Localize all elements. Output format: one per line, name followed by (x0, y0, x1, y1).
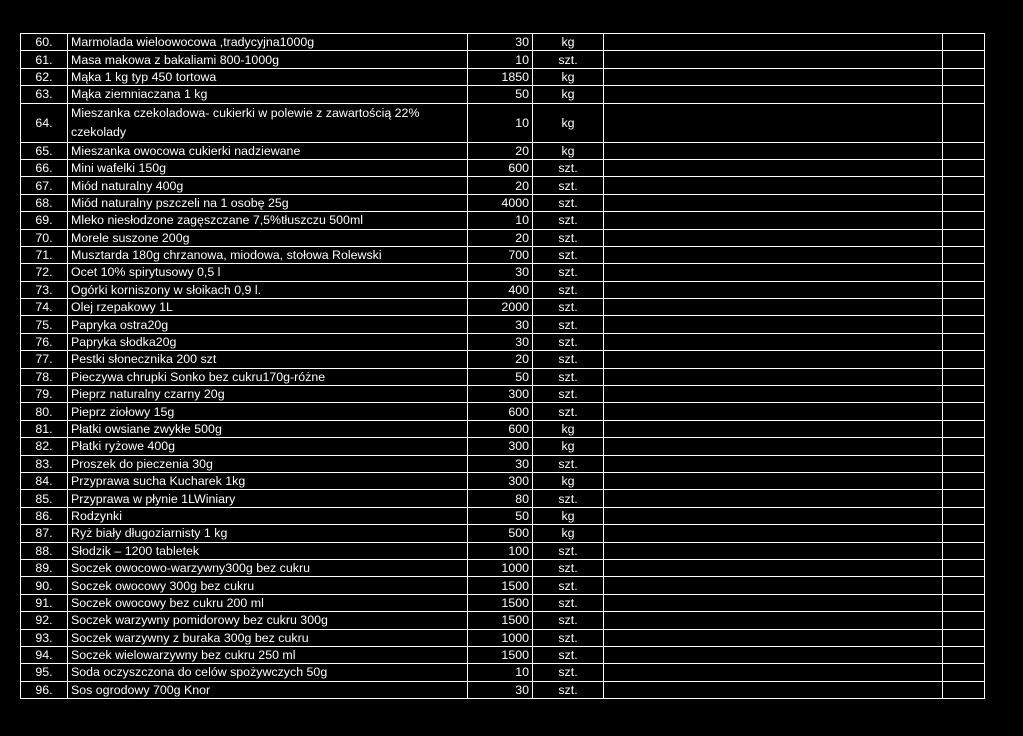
row-number: 78. (21, 368, 68, 385)
empty-cell (604, 507, 943, 524)
row-number: 96. (21, 681, 68, 698)
table-row (21, 403, 985, 420)
table-row (21, 577, 985, 594)
empty-cell (604, 68, 943, 85)
row-number: 65. (21, 142, 68, 159)
row-number: 79. (21, 386, 68, 403)
row-number: 64. (21, 103, 68, 142)
empty-cell (604, 577, 943, 594)
table-row (21, 559, 985, 576)
product-name: Papryka słodka20g (68, 333, 468, 350)
unit: szt. (533, 333, 604, 350)
empty-cell (943, 559, 985, 576)
unit: szt. (533, 368, 604, 385)
quantity: 30 (468, 34, 533, 51)
table-row (21, 212, 985, 229)
empty-cell (604, 594, 943, 611)
table-row (21, 420, 985, 437)
table-row (21, 264, 985, 281)
empty-cell (604, 612, 943, 629)
product-name: Soczek warzywny pomidorowy bez cukru 300g (68, 612, 468, 629)
empty-cell (604, 368, 943, 385)
empty-cell (604, 351, 943, 368)
empty-cell (943, 612, 985, 629)
table-row (21, 594, 985, 611)
empty-cell (943, 212, 985, 229)
quantity: 20 (468, 177, 533, 194)
product-name: Pieprz ziołowy 15g (68, 403, 468, 420)
product-name: Przyprawa sucha Kucharek 1kg (68, 472, 468, 489)
table-row (21, 525, 985, 542)
unit: kg (533, 507, 604, 524)
product-name: Musztarda 180g chrzanowa, miodowa, stołowa Rolewski (68, 246, 468, 263)
empty-cell (943, 646, 985, 663)
empty-cell (943, 177, 985, 194)
product-name: Rodzynki (68, 507, 468, 524)
empty-cell (604, 525, 943, 542)
row-number: 71. (21, 246, 68, 263)
product-name: Miód naturalny pszczeli na 1 osobę 25g (68, 194, 468, 211)
table-row (21, 51, 985, 68)
product-name: Soczek owocowo-warzywny300g bez cukru (68, 559, 468, 576)
empty-cell (943, 246, 985, 263)
empty-cell (604, 299, 943, 316)
empty-cell (604, 333, 943, 350)
row-number: 72. (21, 264, 68, 281)
empty-cell (943, 51, 985, 68)
unit: kg (533, 86, 604, 103)
empty-cell (943, 264, 985, 281)
table-row (21, 246, 985, 263)
empty-cell (943, 438, 985, 455)
table-row (21, 664, 985, 681)
unit: kg (533, 142, 604, 159)
table-row (21, 103, 985, 142)
row-number: 61. (21, 51, 68, 68)
product-name: Mieszanka owocowa cukierki nadziewane (68, 142, 468, 159)
unit: szt. (533, 194, 604, 211)
unit: szt. (533, 542, 604, 559)
row-number: 88. (21, 542, 68, 559)
unit: szt. (533, 316, 604, 333)
empty-cell (943, 664, 985, 681)
quantity: 30 (468, 681, 533, 698)
empty-cell (604, 455, 943, 472)
product-name: Marmolada wieloowocowa ,tradycyjna1000g (68, 34, 468, 51)
quantity: 700 (468, 246, 533, 263)
empty-cell (604, 629, 943, 646)
row-number: 90. (21, 577, 68, 594)
empty-cell (943, 403, 985, 420)
row-number: 94. (21, 646, 68, 663)
empty-cell (943, 681, 985, 698)
unit: szt. (533, 351, 604, 368)
product-name: Ogórki korniszony w słoikach 0,9 l. (68, 281, 468, 298)
empty-cell (604, 559, 943, 576)
empty-cell (604, 246, 943, 263)
product-name: Pieprz naturalny czarny 20g (68, 386, 468, 403)
unit: szt. (533, 559, 604, 576)
unit: szt. (533, 629, 604, 646)
row-number: 76. (21, 333, 68, 350)
quantity: 500 (468, 525, 533, 542)
product-name: Mąka ziemniaczana 1 kg (68, 86, 468, 103)
row-number: 75. (21, 316, 68, 333)
table-row (21, 142, 985, 159)
unit: kg (533, 34, 604, 51)
table-row (21, 229, 985, 246)
row-number: 91. (21, 594, 68, 611)
quantity: 600 (468, 403, 533, 420)
row-number: 82. (21, 438, 68, 455)
table-row (21, 333, 985, 350)
empty-cell (943, 594, 985, 611)
product-name: Ocet 10% spirytusowy 0,5 l (68, 264, 468, 281)
empty-cell (604, 264, 943, 281)
unit: szt. (533, 246, 604, 263)
row-number: 68. (21, 194, 68, 211)
row-number: 95. (21, 664, 68, 681)
row-number: 62. (21, 68, 68, 85)
quantity: 80 (468, 490, 533, 507)
empty-cell (943, 351, 985, 368)
product-name: Słodzik – 1200 tabletek (68, 542, 468, 559)
unit: kg (533, 525, 604, 542)
empty-cell (943, 525, 985, 542)
unit: szt. (533, 594, 604, 611)
row-number: 63. (21, 86, 68, 103)
empty-cell (943, 299, 985, 316)
product-name: Płatki ryżowe 400g (68, 438, 468, 455)
table-row (21, 455, 985, 472)
quantity: 30 (468, 264, 533, 281)
empty-cell (943, 333, 985, 350)
empty-cell (604, 664, 943, 681)
empty-cell (943, 455, 985, 472)
product-table (20, 33, 985, 699)
row-number: 83. (21, 455, 68, 472)
empty-cell (943, 68, 985, 85)
table-row (21, 490, 985, 507)
quantity: 4000 (468, 194, 533, 211)
product-name: Soczek warzywny z buraka 300g bez cukru (68, 629, 468, 646)
empty-cell (943, 86, 985, 103)
quantity: 300 (468, 438, 533, 455)
unit: szt. (533, 386, 604, 403)
table-row (21, 612, 985, 629)
quantity: 30 (468, 316, 533, 333)
table-row (21, 194, 985, 211)
row-number: 66. (21, 159, 68, 176)
table-row (21, 681, 985, 698)
quantity: 600 (468, 420, 533, 437)
empty-cell (604, 472, 943, 489)
product-name: Pieczywa chrupki Sonko bez cukru170g-różne (68, 368, 468, 385)
unit: szt. (533, 159, 604, 176)
empty-cell (604, 177, 943, 194)
product-name: Soczek owocowy 300g bez cukru (68, 577, 468, 594)
unit: kg (533, 68, 604, 85)
unit: szt. (533, 664, 604, 681)
empty-cell (604, 51, 943, 68)
table-row (21, 34, 985, 51)
empty-cell (943, 281, 985, 298)
table-row (21, 281, 985, 298)
quantity: 400 (468, 281, 533, 298)
product-name: Mleko niesłodzone zagęszczane 7,5%tłuszczu 500ml (68, 212, 468, 229)
row-number: 73. (21, 281, 68, 298)
unit: szt. (533, 299, 604, 316)
empty-cell (943, 490, 985, 507)
empty-cell (604, 142, 943, 159)
quantity: 600 (468, 159, 533, 176)
empty-cell (943, 159, 985, 176)
product-name: Soczek wielowarzywny bez cukru 250 ml (68, 646, 468, 663)
product-table-body (21, 34, 985, 699)
quantity: 300 (468, 472, 533, 489)
row-number: 67. (21, 177, 68, 194)
empty-cell (604, 420, 943, 437)
unit: szt. (533, 177, 604, 194)
empty-cell (943, 420, 985, 437)
row-number: 86. (21, 507, 68, 524)
empty-cell (604, 386, 943, 403)
empty-cell (604, 542, 943, 559)
empty-cell (943, 472, 985, 489)
empty-cell (604, 316, 943, 333)
unit: szt. (533, 455, 604, 472)
product-name: Masa makowa z bakaliami 800-1000g (68, 51, 468, 68)
quantity: 300 (468, 386, 533, 403)
unit: szt. (533, 612, 604, 629)
empty-cell (943, 142, 985, 159)
row-number: 93. (21, 629, 68, 646)
row-number: 80. (21, 403, 68, 420)
quantity: 50 (468, 368, 533, 385)
empty-cell (604, 490, 943, 507)
empty-cell (943, 507, 985, 524)
empty-cell (943, 629, 985, 646)
unit: szt. (533, 646, 604, 663)
quantity: 30 (468, 333, 533, 350)
table-row (21, 438, 985, 455)
product-name: Soczek owocowy bez cukru 200 ml (68, 594, 468, 611)
product-name: Przyprawa w płynie 1LWiniary (68, 490, 468, 507)
product-name: Olej rzepakowy 1L (68, 299, 468, 316)
row-number: 70. (21, 229, 68, 246)
table-row (21, 646, 985, 663)
table-row (21, 159, 985, 176)
unit: kg (533, 420, 604, 437)
unit: szt. (533, 229, 604, 246)
empty-cell (943, 103, 985, 142)
table-row (21, 351, 985, 368)
table-row (21, 542, 985, 559)
product-name: Proszek do pieczenia 30g (68, 455, 468, 472)
unit: szt. (533, 212, 604, 229)
empty-cell (604, 103, 943, 142)
row-number: 74. (21, 299, 68, 316)
table-row (21, 629, 985, 646)
table-row (21, 177, 985, 194)
empty-cell (943, 368, 985, 385)
row-number: 87. (21, 525, 68, 542)
quantity: 1000 (468, 559, 533, 576)
row-number: 60. (21, 34, 68, 51)
product-name: Mieszanka czekoladowa- cukierki w polewie z zawartością 22% czekolady (68, 103, 468, 142)
row-number: 92. (21, 612, 68, 629)
empty-cell (604, 438, 943, 455)
row-number: 89. (21, 559, 68, 576)
row-number: 81. (21, 420, 68, 437)
empty-cell (604, 403, 943, 420)
empty-cell (943, 542, 985, 559)
product-name: Pestki słonecznika 200 szt (68, 351, 468, 368)
empty-cell (943, 34, 985, 51)
product-name: Mini wafelki 150g (68, 159, 468, 176)
quantity: 20 (468, 142, 533, 159)
empty-cell (943, 316, 985, 333)
quantity: 20 (468, 229, 533, 246)
empty-cell (604, 34, 943, 51)
unit: szt. (533, 577, 604, 594)
quantity: 1000 (468, 629, 533, 646)
quantity: 30 (468, 455, 533, 472)
row-number: 69. (21, 212, 68, 229)
table-row (21, 368, 985, 385)
quantity: 2000 (468, 299, 533, 316)
table-row (21, 86, 985, 103)
quantity: 100 (468, 542, 533, 559)
product-name: Papryka ostra20g (68, 316, 468, 333)
empty-cell (604, 281, 943, 298)
unit: kg (533, 103, 604, 142)
table-row (21, 68, 985, 85)
empty-cell (604, 86, 943, 103)
unit: szt. (533, 281, 604, 298)
empty-cell (943, 577, 985, 594)
product-name: Morele suszone 200g (68, 229, 468, 246)
product-name: Mąka 1 kg typ 450 tortowa (68, 68, 468, 85)
empty-cell (604, 681, 943, 698)
quantity: 10 (468, 103, 533, 142)
empty-cell (943, 194, 985, 211)
unit: szt. (533, 403, 604, 420)
quantity: 1850 (468, 68, 533, 85)
quantity: 10 (468, 664, 533, 681)
unit: kg (533, 472, 604, 489)
table-row (21, 316, 985, 333)
quantity: 1500 (468, 612, 533, 629)
product-name: Miód naturalny 400g (68, 177, 468, 194)
quantity: 1500 (468, 594, 533, 611)
quantity: 20 (468, 351, 533, 368)
unit: szt. (533, 51, 604, 68)
row-number: 77. (21, 351, 68, 368)
product-name: Sos ogrodowy 700g Knor (68, 681, 468, 698)
product-name: Soda oczyszczona do celów spożywczych 50g (68, 664, 468, 681)
quantity: 50 (468, 86, 533, 103)
empty-cell (604, 194, 943, 211)
product-name: Ryż biały długoziarnisty 1 kg (68, 525, 468, 542)
quantity: 1500 (468, 577, 533, 594)
quantity: 10 (468, 51, 533, 68)
row-number: 84. (21, 472, 68, 489)
empty-cell (943, 386, 985, 403)
empty-cell (604, 212, 943, 229)
product-name: Płatki owsiane zwykłe 500g (68, 420, 468, 437)
quantity: 50 (468, 507, 533, 524)
table-row (21, 472, 985, 489)
quantity: 10 (468, 212, 533, 229)
empty-cell (604, 159, 943, 176)
empty-cell (943, 229, 985, 246)
unit: kg (533, 438, 604, 455)
table-row (21, 507, 985, 524)
row-number: 85. (21, 490, 68, 507)
unit: szt. (533, 681, 604, 698)
table-row (21, 386, 985, 403)
unit: szt. (533, 490, 604, 507)
empty-cell (604, 646, 943, 663)
quantity: 1500 (468, 646, 533, 663)
empty-cell (604, 229, 943, 246)
unit: szt. (533, 264, 604, 281)
table-row (21, 299, 985, 316)
